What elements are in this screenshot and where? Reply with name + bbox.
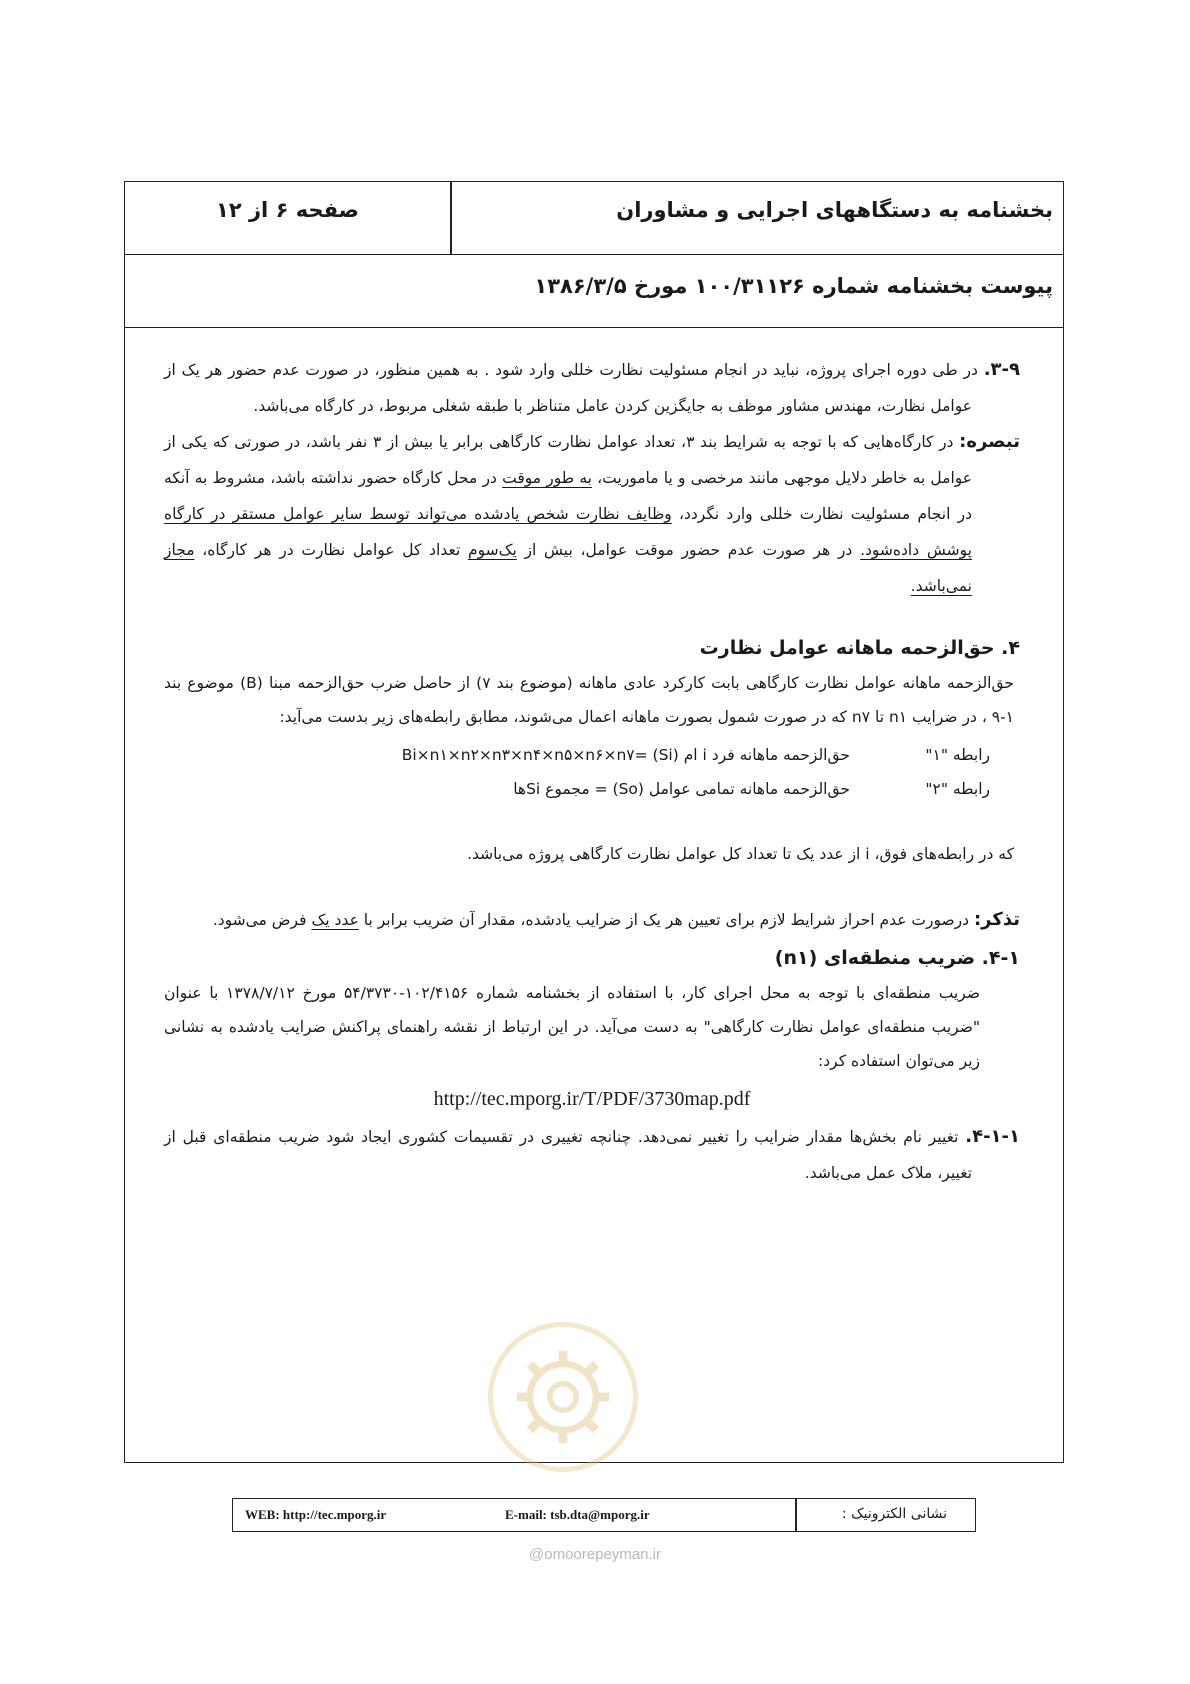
note-tabsare-text-1: در کارگاه‌هایی که با توجه به شرایط بند ۳، تعداد عوامل نظارت کارگاهی برابر یا بیش از ۳ نفر باشد، در صورتی که یکی از عوامل به خاطر دلایل موجهی مانند مرخصی و یا ماموریت، <box>164 433 973 487</box>
formula-1-label: رابطه "۱" <box>925 746 990 764</box>
note-tazakkor-underline: عدد یک <box>311 911 359 929</box>
section-4-1-1-text: تغییر نام بخش‌ها مقدار ضرایب را تغییر نمی‌دهد. چنانچه تغییری در تقسیمات کشوری ایجاد شود ضریب منطقه‌ای قبل از تغییر، ملاک عمل می‌باشد. <box>164 1128 972 1182</box>
formula-2 <box>164 772 1020 806</box>
note-tazakkor-text-1: درصورت عدم احراز شرایط لازم برای تعیین هر یک از ضرایب یادشده، مقدار آن ضریب برابر با <box>363 911 970 929</box>
header-title: بخشنامه به دستگاههای اجرایی و مشاوران <box>616 198 1053 222</box>
section-3-9-text: در طی دوره اجرای پروژه، نباید در انجام مسئولیت نظارت خللی وارد شود . به همین منظور، در صورت عدم حضور هر یک از عوامل نظارت، مهندس مشاور موظف به جایگزین کردن عامل متناظر با طبقه شغلی مربوط، در کارگاه می‌باشد. <box>164 361 978 415</box>
footer-web[interactable]: WEB: http://tec.mporg.ir <box>245 1507 387 1522</box>
note-tazakkor <box>164 902 1020 938</box>
section-4-title: ۴. حق‌الزحمه ماهانه عوامل نظارت <box>699 637 1020 659</box>
section-4-1-1-number: ۴-۱-۱. <box>965 1126 1020 1147</box>
formula-1-expression: حق‌الزحمه ماهانه فرد i ام (Si) =Bi×n۱×n۲×n۳×n۴×n۵×n۶×n۷ <box>401 746 850 764</box>
section-4-intro: حق‌الزحمه ماهانه عوامل نظارت کارگاهی بابت کارکرد عادی ماهانه (موضوع بند ۷) از حاصل ضرب حق‌الزحمه مبنا (B) موضوع بند ۱-۹ ، در ضرایب n۱ تا n۷ که در صورت شمول بصورت ماهانه اعمال می‌شوند، مطابق رابطه‌های زیر بدست می‌آید: <box>164 674 1014 726</box>
section-4-1-title: ۴-۱. ضریب منطقه‌ای (n۱) <box>774 947 1020 969</box>
footer-divider <box>795 1499 797 1531</box>
formula-1 <box>164 738 1020 772</box>
header-divider <box>450 182 452 254</box>
note-tabsare <box>164 424 1020 604</box>
page-number: صفحه ۶ از ۱۲ <box>216 198 359 222</box>
note-tazakkor-label: تذکر: <box>973 909 1020 930</box>
watermark-text: @omoorepeyman.ir <box>529 1546 661 1563</box>
map-url-link[interactable]: http://tec.mporg.ir/T/PDF/3730map.pdf <box>433 1088 751 1110</box>
note-tabsare-underline-3: یک‌سوم <box>468 541 517 559</box>
header-row <box>125 182 1063 255</box>
note-tabsare-underline-4: مجاز نمی‌باشد. <box>164 541 972 595</box>
subheader-row <box>125 254 1063 328</box>
section-4-1-text: ضریب منطقه‌ای با توجه به محل اجرای کار، با استفاده از بخشنامه شماره ۱۰۲/۴۱۵۶-۵۴/۳۷۳۰ مورخ ۱۳۷۸/۷/۱۲ با عنوان "ضریب منطقه‌ای عوامل نظارت کارگاهی" به دست می‌آید. در این ارتباط از نقشه راهنمای پراکنش ضرایب یادشده به نشانی زیر می‌توان استفاده کرد: <box>164 984 980 1070</box>
footer-contact-box <box>232 1498 976 1532</box>
section-3-9 <box>164 352 1020 424</box>
section-4-1-1 <box>164 1119 1020 1191</box>
note-tabsare-underline-1: به طور موقت <box>502 469 592 487</box>
formula-2-label: رابطه "۲" <box>925 780 990 798</box>
gear-icon <box>508 1342 618 1452</box>
note-tazakkor-text-2: فرض می‌شود. <box>212 911 307 929</box>
footer-address-label: نشانی الکترونیک : <box>841 1506 947 1522</box>
formula-2-expression: حق‌الزحمه ماهانه تمامی عوامل (So) = مجموع Siها <box>513 780 850 798</box>
footer-email[interactable]: E-mail: tsb.dta@mporg.ir <box>505 1507 650 1522</box>
note-tabsare-text-3: در هر صورت عدم حضور موقت عوامل، بیش از <box>524 541 853 559</box>
note-tabsare-underline-2: وظایف نظارت شخص یادشده می‌تواند توسط سایر عوامل مستقر در کارگاه پوشش داده‌شود. <box>164 505 972 559</box>
note-tabsare-label: تبصره: <box>959 431 1020 452</box>
section-4-after: که در رابطه‌های فوق، i از عدد یک تا تعداد کل عوامل نظارت کارگاهی پروژه می‌باشد. <box>467 845 1014 863</box>
document-body <box>164 359 1020 1191</box>
subheader-title: پیوست بخشنامه شماره ۱۰۰/۳۱۱۲۶ مورخ ۱۳۸۶/۳/۵ <box>534 274 1053 298</box>
note-tabsare-text-2: در محل کارگاه حضور نداشته باشد، مشروط به آنکه در انجام مسئولیت نظارت خللی وارد نگردد، <box>164 469 972 523</box>
note-tabsare-text-4: تعداد کل عوامل نظارت در هر کارگاه، <box>202 541 461 559</box>
watermark-seal-logo <box>488 1322 638 1472</box>
section-3-9-number: ۳-۹. <box>983 359 1020 380</box>
